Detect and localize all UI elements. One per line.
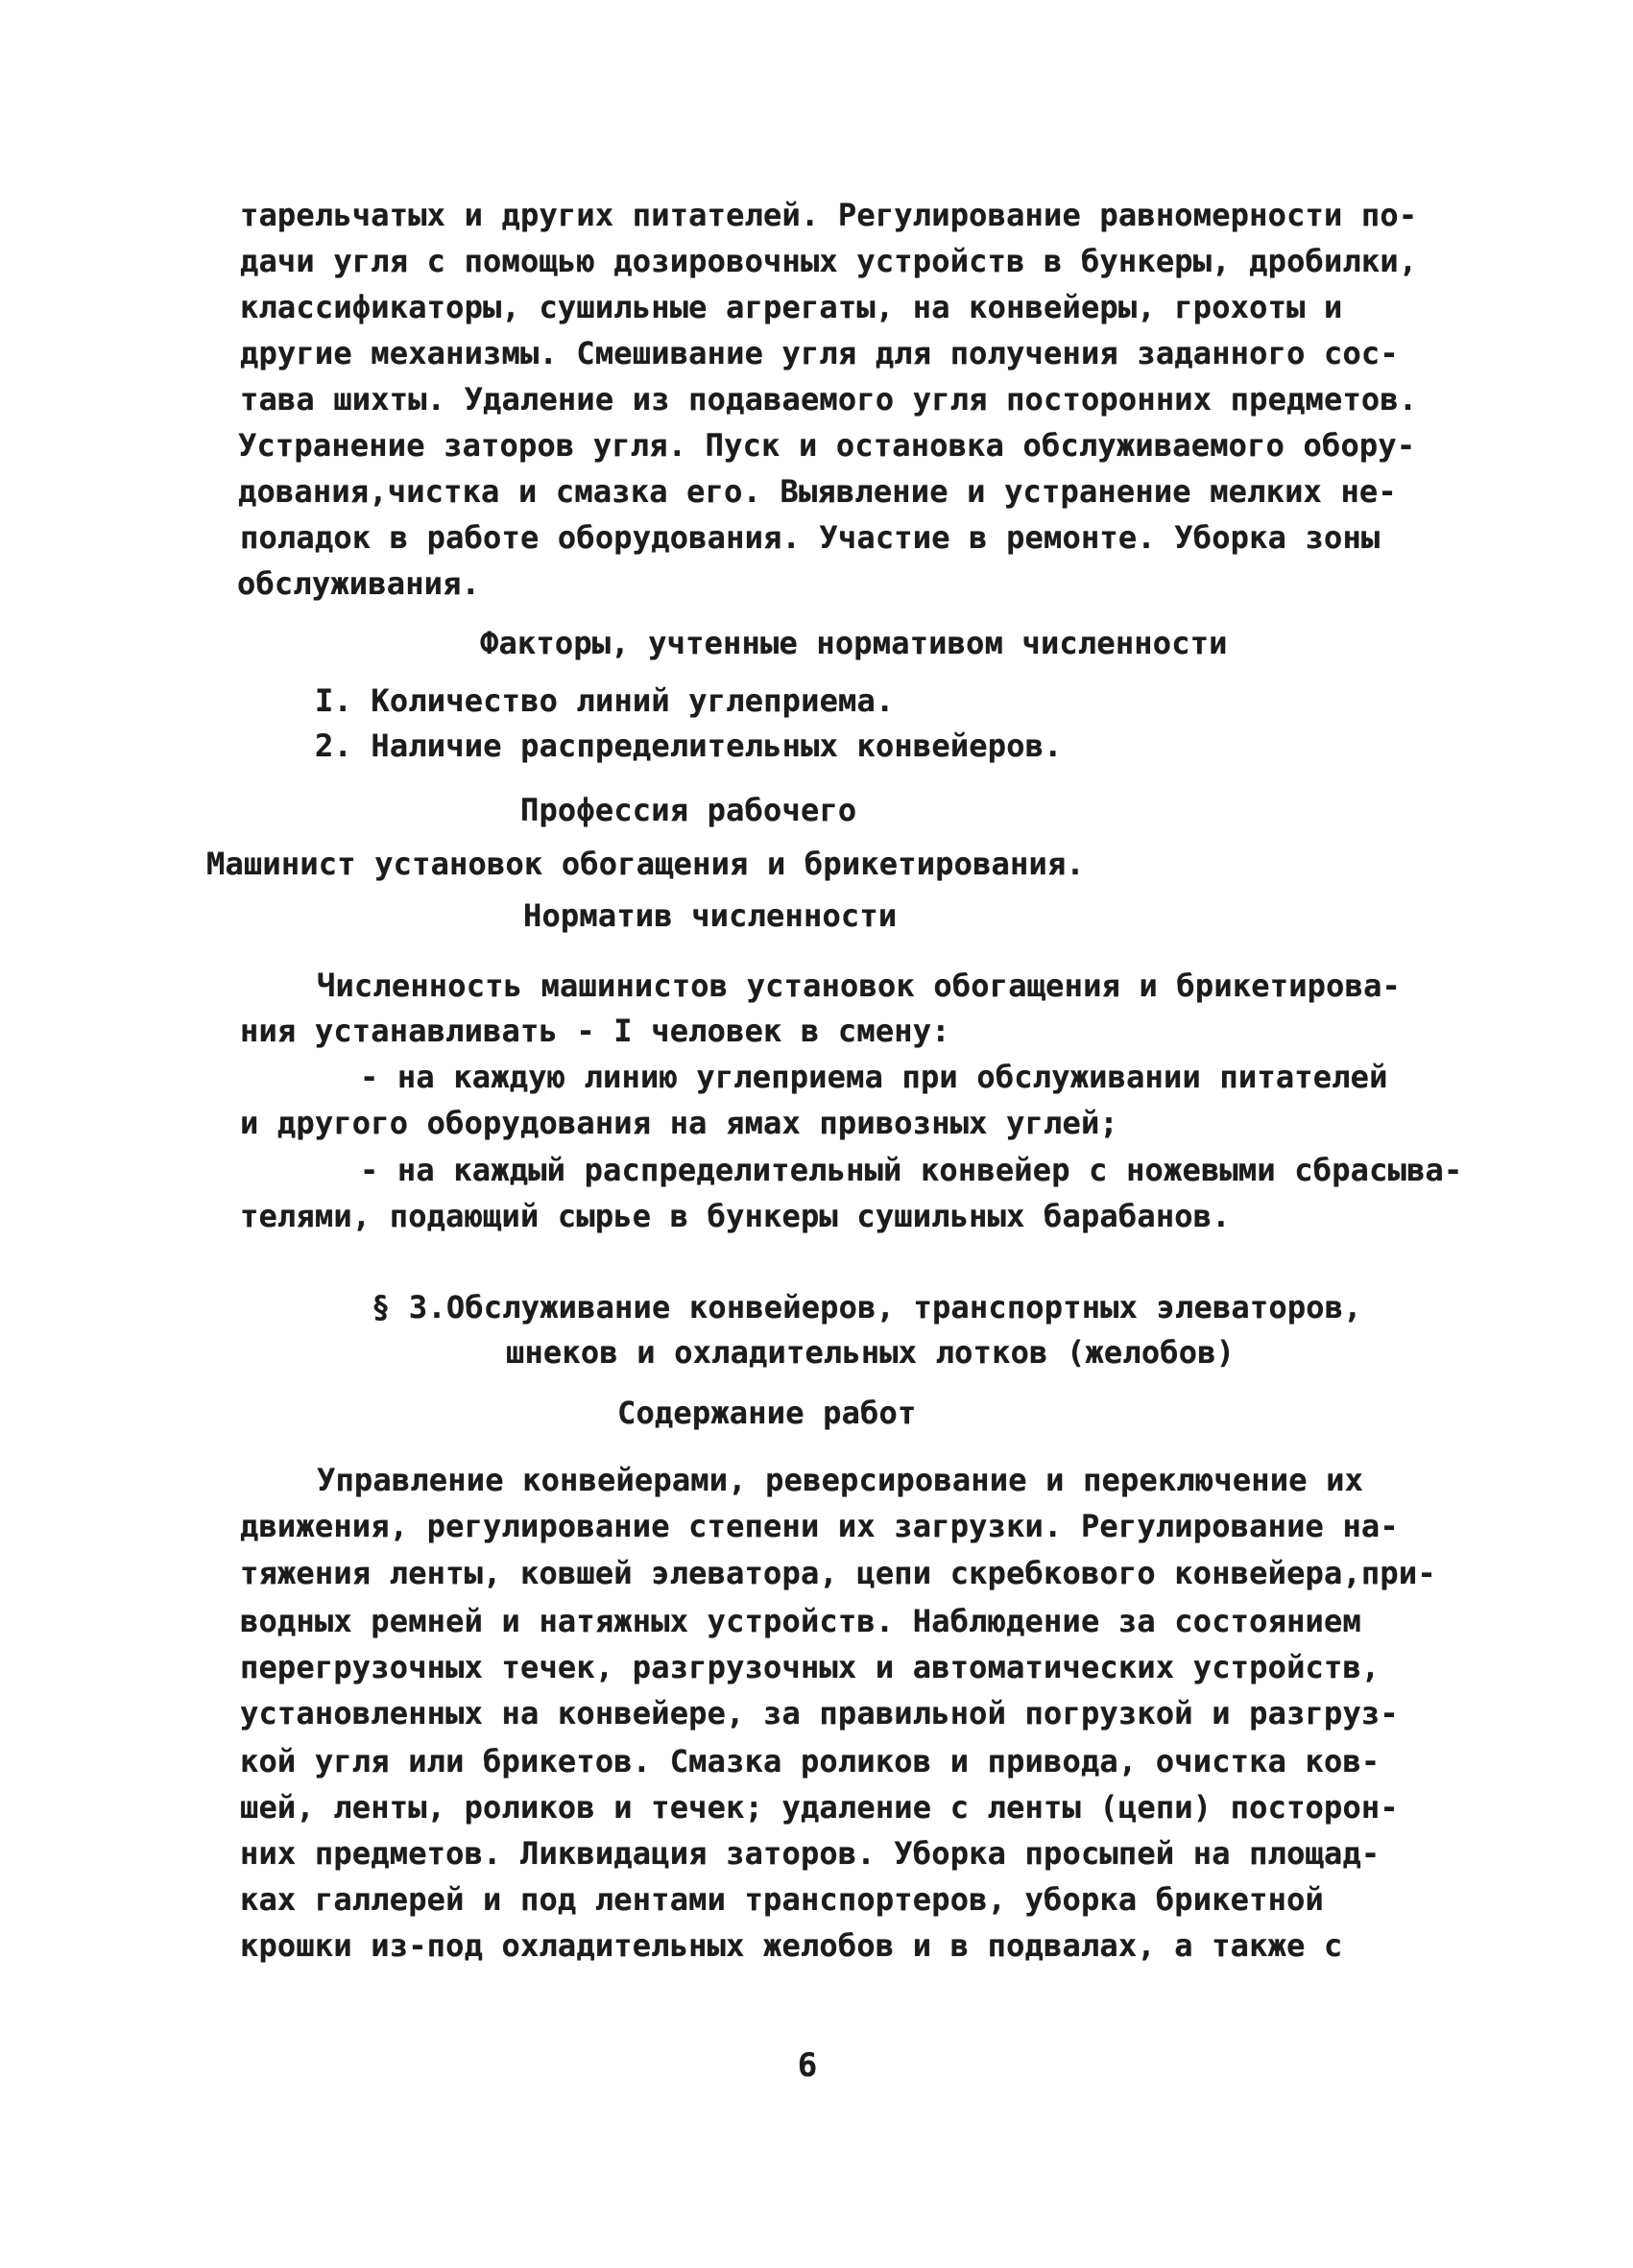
body-text-line: них предметов. Ликвидация заторов. Уборка просыпей на площад- xyxy=(240,1835,1381,1872)
body-text-line: тарельчатых и других питателей. Регулирование равномерности по- xyxy=(240,197,1418,233)
body-text-line: Управление конвейерами, реверсирование и переключение их xyxy=(317,1462,1364,1498)
body-text-line: Устранение заторов угля. Пуск и остановка обслуживаемого обору- xyxy=(238,427,1416,464)
list-item: 2. Наличие распределительных конвейеров. xyxy=(315,728,1063,764)
body-text-line: обслуживания. xyxy=(237,565,481,602)
heading-factors: Факторы, учтенные нормативом численности xyxy=(480,625,1228,661)
heading-work-content: Содержание работ xyxy=(617,1395,917,1431)
section-heading: шнеков и охладительных лотков (желобов) xyxy=(506,1334,1236,1371)
body-text-line: ках галлерей и под лентами транспортеров, уборка брикетной xyxy=(240,1881,1325,1918)
body-text-line: телями, подающий сырье в бункеры сушильных барабанов. xyxy=(240,1198,1231,1234)
body-text-line: дачи угля с помощью дозировочных устройств в бункеры, дробилки, xyxy=(240,243,1418,279)
body-text-line: классификаторы, сушильные агрегаты, на конвейеры, грохоты и xyxy=(240,289,1343,325)
list-item: I. Количество линий углеприема. xyxy=(315,682,895,719)
body-text-line: ния устанавливать - I человек в смену: xyxy=(240,1013,950,1049)
heading-profession: Профессия рабочего xyxy=(520,792,857,828)
body-text-line: шей, ленты, роликов и течек; удаление с ленты (цепи) посторон- xyxy=(240,1789,1399,1826)
body-text-line: перегрузочных течек, разгрузочных и автоматических устройств, xyxy=(240,1649,1381,1685)
body-text-line: крошки из-под охладительных желобов и в подвалах, а также с xyxy=(240,1927,1343,1964)
body-text-line: и другого оборудования на ямах привозных углей; xyxy=(240,1105,1118,1141)
section-heading: § 3.Обслуживание конвейеров, транспортных элеваторов, xyxy=(372,1289,1362,1325)
body-text-line: - на каждый распределительный конвейер с ножевыми сбрасыва- xyxy=(360,1152,1463,1188)
body-text-line: другие механизмы. Смешивание угля для получения заданного сос- xyxy=(240,335,1399,371)
body-text-line: - на каждую линию углеприема при обслуживании питателей xyxy=(360,1059,1388,1095)
body-text-line: тава шихты. Удаление из подаваемого угля посторонних предметов. xyxy=(240,381,1418,418)
body-text-line: кой угля или брикетов. Смазка роликов и привода, очистка ков- xyxy=(240,1743,1381,1779)
heading-staffing-standard: Норматив численности xyxy=(523,897,898,934)
body-text-line: тяжения ленты, ковшей элеватора, цепи скребкового конвейера,при- xyxy=(240,1555,1436,1591)
body-text-line: Численность машинистов установок обогащения и брикетирова- xyxy=(317,967,1402,1004)
page-number: 6 xyxy=(797,2046,818,2085)
body-text-line: движения, регулирование степени их загрузки. Регулирование на- xyxy=(240,1508,1399,1544)
body-text-line: дования,чистка и смазка его. Выявление и устранение мелких не- xyxy=(238,473,1397,510)
profession-line: Машинист установок обогащения и брикетирования. xyxy=(206,846,1085,882)
body-text-line: установленных на конвейере, за правильной погрузкой и разгруз- xyxy=(240,1695,1399,1731)
body-text-line: поладок в работе оборудования. Участие в ремонте. Уборка зоны xyxy=(240,519,1381,556)
body-text-line: водных ремней и натяжных устройств. Наблюдение за состоянием xyxy=(240,1603,1361,1639)
